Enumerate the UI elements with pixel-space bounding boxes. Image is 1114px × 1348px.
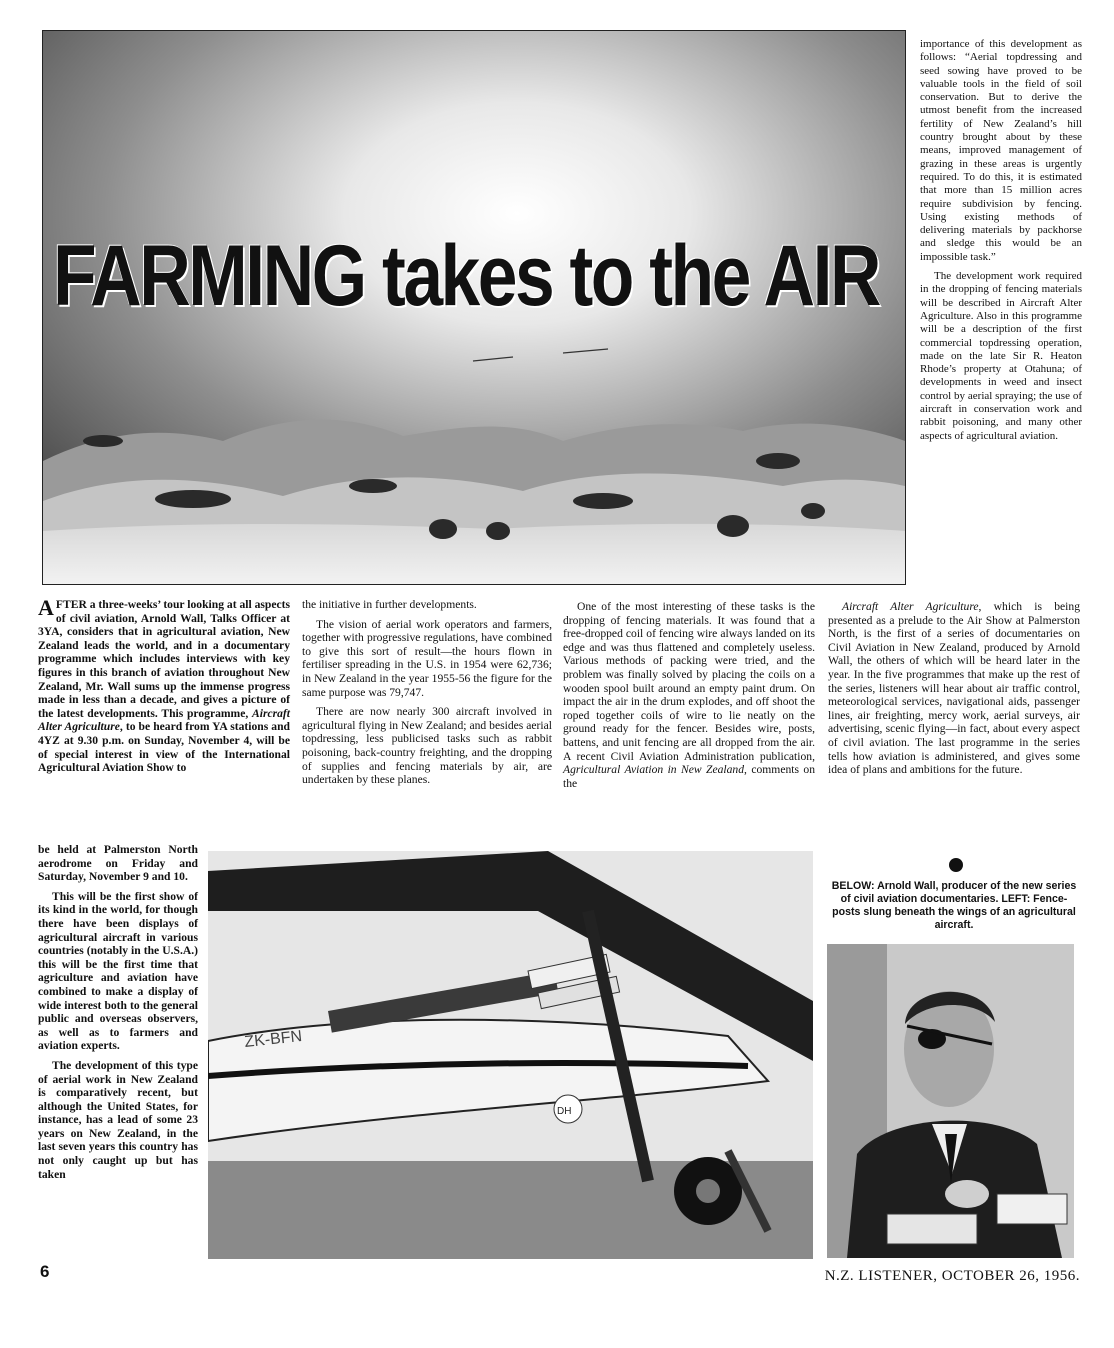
right-column-top: [920, 38, 1082, 449]
column-3: [563, 600, 815, 796]
column-1-top: [38, 595, 291, 781]
programme-title: Aircraft Alter Agriculture: [842, 600, 979, 613]
column-1-bottom: [38, 843, 198, 1187]
paragraph: This will be the first show of its kind in the world, for though there have been displays of agricultural aircraft in various countries (notably in the U.S.A.) this will be the first time that agriculture and aviation have combined to make a display of wide interest both to the general public and overseas observers, as well as to farmers and aviation experts.: [38, 889, 198, 1053]
paragraph: be held at Palmerston North aerodrome on Friday and Saturday, November 9 and 10.: [38, 843, 198, 884]
column-4: [828, 600, 1080, 783]
paragraph: the initiative in further developments.: [302, 598, 477, 611]
portrait-photo: [827, 944, 1074, 1258]
plane-registration: ZK-BFN: [243, 1028, 303, 1051]
paragraph: The vision of aerial work operators and farmers, together with progressive regulations, have combined to give this sort of result—the hours flown in fertiliser spreading in the U.S. in 1954 were 62,736; in New Zealand in the year 1955-56 the figure for the same purpose was 79,747.: [302, 617, 552, 699]
body-text: , which is being presented as a prelude to the Air Show at Palmerston North, is the first of a series of documentaries on Civil Aviation in New Zealand, produced by Arnold Wall, the others of which will be heard later in the year. In the five programmes that make up the rest of the series, listeners will hear about air traffic control, meteorological services, navigational aids, passenger lines, air freighting, mercy work, aerial surveys, air advertising, scenic flying—in fact, about every aspect of civil aviation. The last programme in the series tells how aviation is administered, and gives some idea of plans and ambitions for the future.: [828, 600, 1080, 777]
body-text: , comments on the: [563, 763, 815, 790]
aircraft-illustration: [208, 851, 813, 1259]
paragraph: importance of this development as follows: “Aerial topdressing and seed sowing have proved to be valuable tools in the field of soil conservation. But to derive the utmost benefit from the increased fertility of New Zealand’s hill country brought about by these means, improved management of grazing in these areas is urgently required. To do this, it is estimated that more than 15 million acres require subdivision by fencing. Using existing methods of delivering materials by packhorse and sledge this would be an impossible task.”: [920, 38, 1082, 263]
paragraph: The development work required in the dropping of fencing materials will be described in Aircraft Alter Agriculture. Also in this programme will be a description of the first commercial topdressing operation, made on the late Sir R. Heaton Rhode’s property at Otahuna; of developments in weed and insect control by aerial spraying; the use of aircraft in conservation work and rabbit poisoning, and many other aspects of agricultural aviation.: [920, 270, 1082, 442]
portrait-illustration: [827, 944, 1074, 1258]
drop-cap: A: [38, 595, 54, 620]
body-text: One of the most interesting of these tasks is the dropping of fencing materials. It was found that a free-dropped coil of fencing wire always landed on its edge and was thus flattened and completely useless. Various methods of packing were tried, and the problem was finally solved by placing the coils on a wooden spool built around an empty paint drum. On impact the air in the drum explodes, and off shoot the roped together coils of wire to lie neatly on the ground ready for the fencer. Besides wire, posts, battens, and unit fencing are all dropped from the air. A recent Civil Aviation Administration publication,: [563, 600, 815, 763]
headline: FARMING takes to the AIR: [53, 228, 879, 324]
plane-badge: DH: [557, 1106, 572, 1117]
paragraph: There are now nearly 300 aircraft involved in agricultural flying in New Zealand; and besides aerial topdressing, less publicised tasks such as rabbit poisoning, back-country freighting, and the dropping of supplies and fencing materials by air, are undertaken by these planes.: [302, 705, 552, 787]
paragraph: [563, 600, 815, 790]
column-2: [302, 598, 552, 793]
page-number: 6: [40, 1262, 50, 1281]
bullet-dot: [949, 858, 963, 872]
photo-caption: BELOW: Arnold Wall, producer of the new series of civil aviation documentaries. LEFT: Fence-posts slung beneath the wings of an agricultural aircraft.: [831, 880, 1077, 931]
lead-text: , to be heard from YA stations and 4YZ at 9.30 p.m. on Sunday, November 4, will be of special interest in view of the International Agricultural Aviation Show to: [38, 720, 290, 775]
lead-paragraph: [38, 595, 291, 775]
lead-text: FTER a three-weeks’ tour looking at all aspects of civil aviation, Arnold Wall, Talks Officer at 3YA, considers that in agricultural aviation, New Zealand leads the world, and in a documentary programme which includes interviews with key figures in this branch of aviation throughout New Zealand, Mr. Wall sums up the immense progress made in less than a decade, and gives a picture of the latest developments. This programme,: [38, 598, 291, 720]
paragraph: [828, 600, 1080, 777]
programme-title: Aircraft Alter Agriculture: [38, 706, 290, 734]
paragraph: The development of this type of aerial work in New Zealand is comparatively recent, but although the United States, for instance, has a lead of some 23 years on New Zealand, in the last seven years this country has not only caught up but has taken: [38, 1058, 198, 1181]
airplane-photo: [208, 851, 813, 1259]
footer-masthead: N.Z. LISTENER, OCTOBER 26, 1956.: [824, 1268, 1080, 1284]
publication-title: Agricultural Aviation in New Zealand: [563, 763, 745, 777]
hero-photo: [42, 30, 906, 585]
